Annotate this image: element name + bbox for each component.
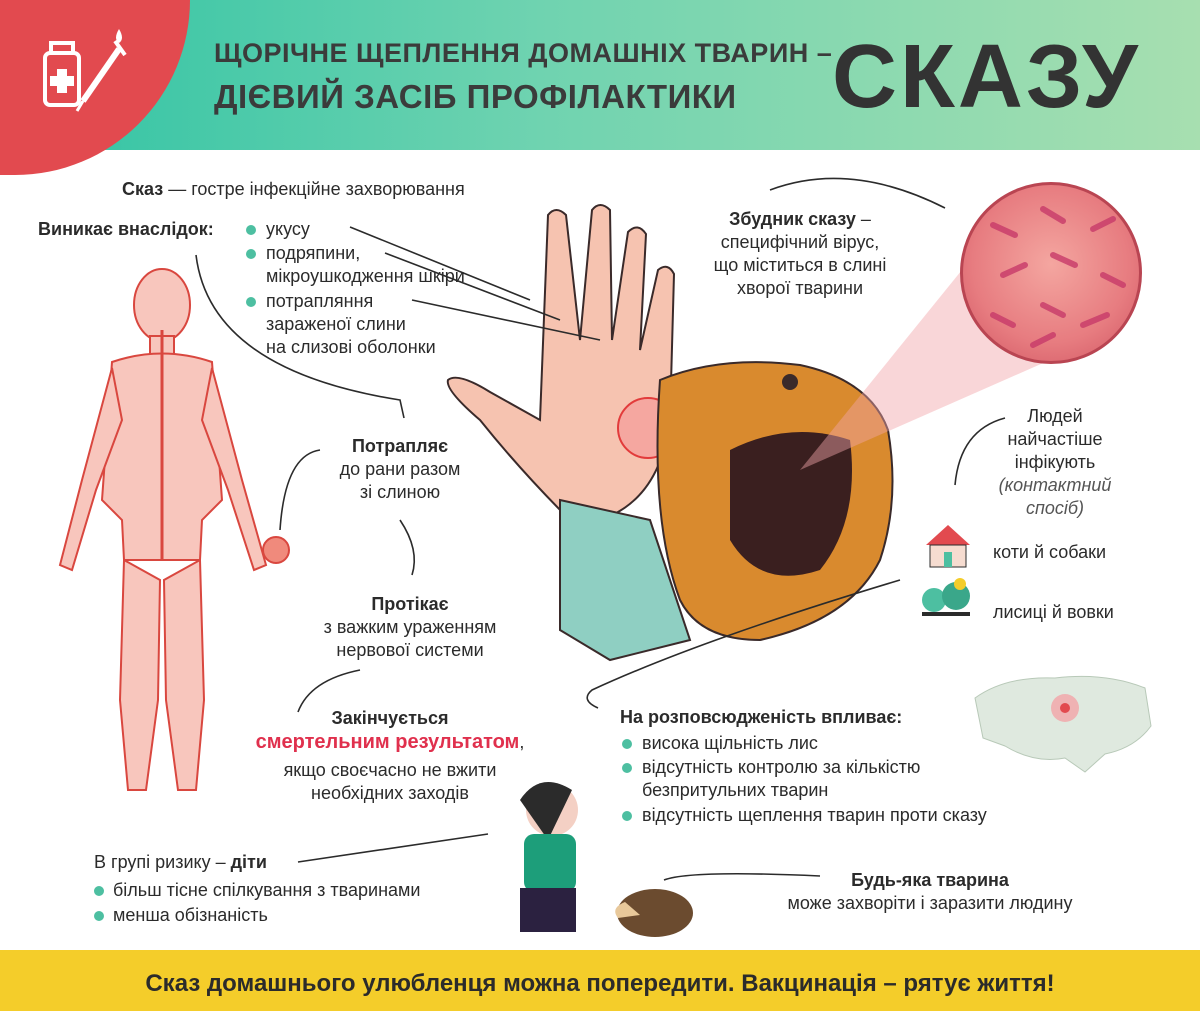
enters-line: до рани разом [339, 459, 461, 479]
bullet [94, 886, 104, 896]
intro-bold: Сказ [122, 179, 164, 199]
intro-text [122, 178, 465, 201]
spread-item: відсутність щеплення тварин проти сказу [642, 805, 987, 825]
risk-plain: В групі ризику – [94, 852, 231, 872]
forest-icon [922, 578, 970, 616]
ends-red-line [220, 731, 560, 754]
risk-bold: діти [230, 852, 267, 872]
pathogen-dash: – [855, 209, 871, 229]
course-line: нервової системи [336, 640, 484, 660]
intro-rest: — гостре інфекційне захворювання [163, 179, 465, 199]
cause-item: подряпини, [266, 243, 361, 263]
risk-item: більш тісне спілкування з тваринами [113, 880, 421, 900]
course-heading: Протікає [371, 594, 449, 614]
ends-heading: Закінчується [331, 708, 449, 728]
cause-item: потрапляння [266, 291, 374, 311]
ukraine-map-illustration [965, 668, 1155, 776]
spread-item: висока щільність лис [642, 733, 818, 753]
enters-heading: Потрапляє [351, 436, 449, 456]
cause-item: зараженої слини [266, 314, 406, 334]
bullet [622, 763, 632, 773]
infect-note: спосіб) [1025, 498, 1085, 518]
spread-item: безпритульних тварин [642, 780, 829, 800]
footer-text: Сказ домашнього улюбленця можна попередити. Вакцинація – рятує життя! [145, 970, 1055, 997]
pathogen-line: хворої тварини [736, 278, 864, 298]
cause-item: мікроушкодження шкіри [266, 266, 465, 286]
infect-foxes: лисиці й вовки [993, 602, 1114, 622]
spread-item: відсутність контролю за кількістю [642, 757, 921, 777]
infect-line: інфікують [1014, 452, 1096, 472]
infect-line: найчастіше [1007, 429, 1103, 449]
risk-item: менша обізнаність [113, 905, 268, 925]
virus-microscope-circle [960, 182, 1142, 364]
title-line-1: ЩОРІЧНЕ ЩЕПЛЕННЯ ДОМАШНІХ ТВАРИН – [214, 38, 833, 68]
bullet [94, 911, 104, 921]
ends-line: якщо своєчасно не вжити [283, 760, 497, 780]
infect-line: Людей [1027, 406, 1083, 426]
pathogen-line: що міститься в слині [713, 255, 887, 275]
cause-item: укусу [266, 219, 310, 239]
bullet [246, 225, 256, 235]
risk-heading [94, 851, 267, 874]
pathogen-heading [690, 208, 910, 231]
title-line-2: ДІЄВИЙ ЗАСІБ ПРОФІЛАКТИКИ [214, 78, 737, 115]
title-rabies: СКАЗУ [832, 27, 1141, 127]
ends-comma: , [519, 732, 525, 752]
pathogen-bold: Збудник сказу [729, 209, 856, 229]
any-line: може захворіти і заразити людину [787, 893, 1073, 913]
bullet [622, 739, 632, 749]
ends-red: смертельним результатом [255, 731, 520, 753]
hedgehog-illustration [615, 889, 693, 937]
bullet [246, 249, 256, 259]
infect-note: (контактний [998, 475, 1112, 495]
ends-line: необхідних заходів [311, 783, 469, 803]
pathogen-line: специфічний вірус, [720, 232, 880, 252]
cause-item: на слизові оболонки [266, 337, 436, 357]
bullet [622, 811, 632, 821]
house-icon [926, 525, 970, 567]
course-line: з важким ураженням [323, 617, 497, 637]
spread-heading: На розповсюдженість впливає: [620, 707, 903, 727]
infect-cats: коти й собаки [993, 542, 1107, 562]
enters-line: зі слиною [359, 482, 441, 502]
cause-heading: Виникає внаслідок: [38, 219, 214, 239]
bullet [246, 297, 256, 307]
any-heading: Будь-яка тварина [851, 870, 1009, 890]
